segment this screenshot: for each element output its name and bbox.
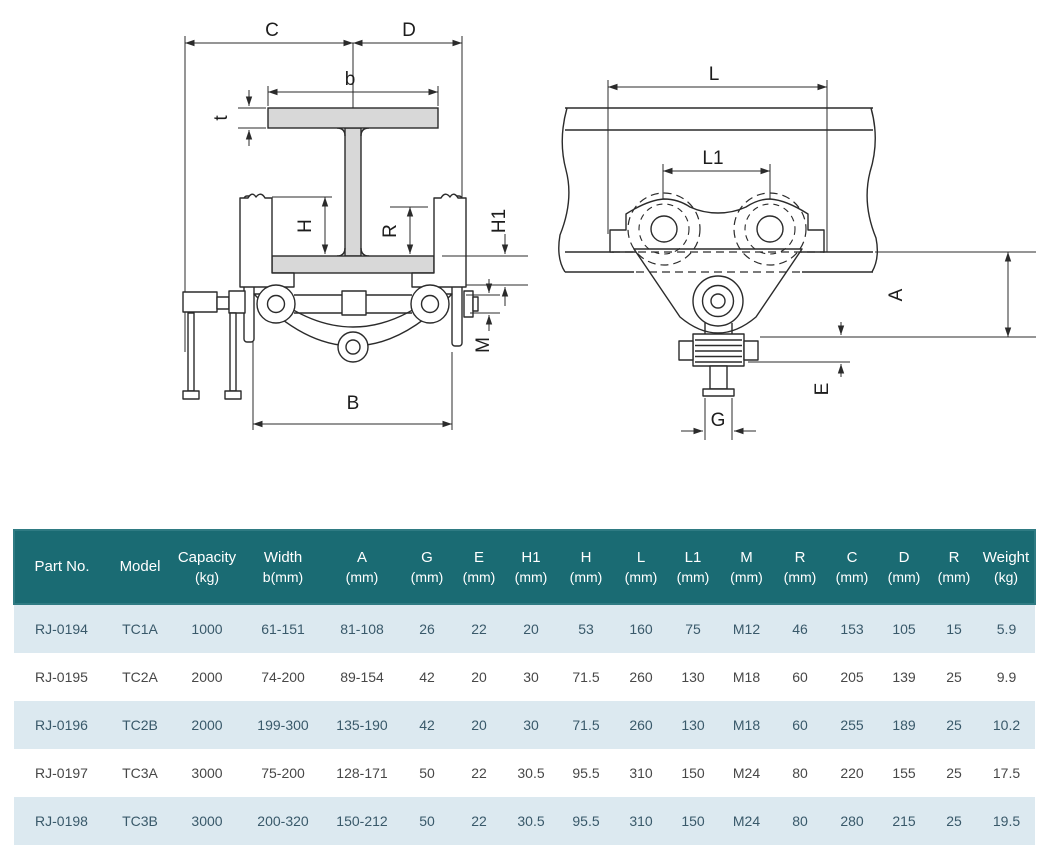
column-header-line2: (kg): [194, 568, 220, 585]
column-header-line1: M: [740, 549, 753, 567]
table-cell: 80: [774, 749, 826, 797]
table-cell: 3000: [171, 797, 243, 845]
table-cell: 81-108: [323, 604, 401, 653]
clamp-jaw-left: [240, 194, 294, 287]
table-cell: 75-200: [243, 749, 323, 797]
table-cell: 30: [505, 701, 557, 749]
table-cell: 260: [615, 701, 667, 749]
column-header-line2: (mm): [730, 568, 763, 585]
table-cell: 50: [401, 797, 453, 845]
column-header: [878, 530, 930, 604]
dim-label-b: b: [344, 69, 356, 90]
dim-label-d: D: [402, 20, 416, 41]
column-header: [171, 530, 243, 604]
table-cell: 22: [453, 797, 505, 845]
table-cell: 135-190: [323, 701, 401, 749]
beam-web: [345, 128, 361, 256]
column-header: [243, 530, 323, 604]
table-cell: 60: [774, 653, 826, 701]
screw-cap: [703, 389, 734, 396]
table-cell: 25: [930, 749, 978, 797]
column-header-line2: (mm): [937, 568, 971, 585]
dim-label-h: H: [295, 219, 316, 233]
table-cell: 95.5: [557, 797, 615, 845]
column-header-line1: Capacity: [177, 549, 237, 567]
side-view-drawing: [559, 64, 1036, 440]
column-header-line1: H1: [521, 549, 541, 567]
table-cell: RJ-0195: [14, 653, 109, 701]
table-cell: 30.5: [505, 797, 557, 845]
table-row: [14, 701, 1035, 749]
column-header-line1: Weight: [982, 549, 1030, 567]
table-cell: M24: [719, 749, 774, 797]
column-header-line2: (mm): [676, 568, 710, 585]
column-header-line2: (mm): [569, 568, 603, 585]
table-cell: 160: [615, 604, 667, 653]
table-cell: 260: [615, 653, 667, 701]
table-cell: 139: [878, 653, 930, 701]
table-cell: 53: [557, 604, 615, 653]
table-cell: 215: [878, 797, 930, 845]
table-cell: 30: [505, 653, 557, 701]
table-cell: RJ-0198: [14, 797, 109, 845]
column-header-line1: H: [580, 549, 592, 567]
roller-right-hub: [422, 296, 439, 313]
roller-left-hub: [268, 296, 285, 313]
handle-bar: [183, 292, 217, 312]
table-cell: 46: [774, 604, 826, 653]
column-header: [826, 530, 878, 604]
dim-label-h1: H1: [489, 208, 510, 234]
table-cell: 42: [401, 653, 453, 701]
table-cell: 2000: [171, 701, 243, 749]
table-cell: 25: [930, 701, 978, 749]
dim-label-bb: B: [346, 393, 360, 414]
column-header: [667, 530, 719, 604]
table-cell: 25: [930, 653, 978, 701]
table-cell: 20: [505, 604, 557, 653]
table-cell: TC2B: [109, 701, 171, 749]
column-header-line1: Model: [119, 558, 161, 576]
column-header-line2: (mm): [835, 568, 869, 585]
table-cell: TC1A: [109, 604, 171, 653]
handle-rod-cap: [225, 391, 241, 399]
table-cell: RJ-0196: [14, 701, 109, 749]
table-cell: 128-171: [323, 749, 401, 797]
column-header: [505, 530, 557, 604]
column-header: [615, 530, 667, 604]
table-cell: 20: [453, 653, 505, 701]
screw-shaft: [710, 366, 727, 389]
table-cell: 95.5: [557, 749, 615, 797]
spec-table: [13, 529, 1036, 845]
table-row: [14, 653, 1035, 701]
table-cell: 310: [615, 797, 667, 845]
beam-top-flange: [268, 108, 438, 128]
column-header: [557, 530, 615, 604]
table-cell: 3000: [171, 749, 243, 797]
table-cell: 10.2: [978, 701, 1035, 749]
column-header-line1: Width: [263, 549, 303, 567]
table-cell: 1000: [171, 604, 243, 653]
table-cell: 50: [401, 749, 453, 797]
table-cell: 150-212: [323, 797, 401, 845]
handle-block: [229, 291, 245, 313]
table-cell: 26: [401, 604, 453, 653]
trolley-wheel-left-axle: [651, 216, 677, 242]
table-cell: 20: [453, 701, 505, 749]
spindle-nut: [342, 291, 366, 315]
column-header-line1: E: [473, 549, 484, 567]
handle-rod-cap: [183, 391, 199, 399]
table-cell: 61-151: [243, 604, 323, 653]
column-header: [323, 530, 401, 604]
table-cell: 150: [667, 797, 719, 845]
column-header-line2: (mm): [783, 568, 817, 585]
table-row: [14, 604, 1035, 653]
column-header-line2: (mm): [624, 568, 658, 585]
table-cell: 22: [453, 604, 505, 653]
column-header-line2: (mm): [887, 568, 921, 585]
table-cell: 255: [826, 701, 878, 749]
clamp-jaw-right: [412, 194, 466, 287]
table-cell: M24: [719, 797, 774, 845]
dim-label-a: A: [886, 288, 907, 302]
table-cell: 71.5: [557, 701, 615, 749]
table-row: [14, 749, 1035, 797]
table-cell: 9.9: [978, 653, 1035, 701]
table-cell: 42: [401, 701, 453, 749]
table-cell: 71.5: [557, 653, 615, 701]
column-header-line1: L1: [684, 549, 702, 567]
table-cell: RJ-0194: [14, 604, 109, 653]
trolley-wheel-right-axle: [757, 216, 783, 242]
column-header: [978, 530, 1035, 604]
column-header-line2: (mm): [514, 568, 548, 585]
handle-rod: [188, 313, 194, 391]
column-header-line1: D: [898, 549, 910, 567]
column-header-line1: C: [846, 549, 858, 567]
dim-label-c: C: [265, 20, 279, 41]
table-cell: RJ-0197: [14, 749, 109, 797]
adjust-bracket-tip: [473, 297, 478, 311]
table-cell: 60: [774, 701, 826, 749]
column-header: [930, 530, 978, 604]
table-cell: 153: [826, 604, 878, 653]
dim-label-l1: L1: [702, 148, 724, 169]
table-cell: 310: [615, 749, 667, 797]
dim-label-l: L: [708, 64, 720, 85]
side-nut-left: [679, 341, 693, 360]
hub-hole: [711, 294, 725, 308]
column-header-line2: (mm): [345, 568, 379, 585]
table-cell: 89-154: [323, 653, 401, 701]
table-cell: TC2A: [109, 653, 171, 701]
table-cell: 199-300: [243, 701, 323, 749]
column-header-line1: Part No.: [34, 558, 90, 576]
column-header: [14, 530, 109, 604]
table-cell: 105: [878, 604, 930, 653]
table-header: [14, 530, 1035, 604]
column-header-line1: L: [636, 549, 646, 567]
header-row: [14, 530, 1035, 604]
column-header: [401, 530, 453, 604]
front-view-drawing: [183, 20, 528, 430]
beam-bottom-flange: [272, 256, 434, 273]
column-header: [719, 530, 774, 604]
table-cell: 74-200: [243, 653, 323, 701]
table-cell: M18: [719, 653, 774, 701]
table-cell: M12: [719, 604, 774, 653]
table-cell: 19.5: [978, 797, 1035, 845]
beam-break-left: [559, 108, 569, 272]
dim-label-r: R: [380, 224, 401, 238]
threaded-block: [693, 334, 744, 366]
table-cell: TC3B: [109, 797, 171, 845]
table-cell: 220: [826, 749, 878, 797]
column-header-line2: (mm): [462, 568, 496, 585]
handle-rod: [230, 313, 236, 391]
table-cell: 280: [826, 797, 878, 845]
side-nut-right: [744, 341, 758, 360]
table-cell: 75: [667, 604, 719, 653]
column-header-line2: (kg): [993, 568, 1019, 585]
table-cell: 15: [930, 604, 978, 653]
table-cell: 22: [453, 749, 505, 797]
table-cell: 150: [667, 749, 719, 797]
column-header-line1: A: [356, 549, 367, 567]
dim-label-t: t: [211, 115, 232, 121]
saddle-hole-inner: [346, 340, 360, 354]
column-header-line1: G: [421, 549, 433, 567]
table-row: [14, 797, 1035, 845]
dim-label-g: G: [710, 410, 726, 431]
table-cell: 205: [826, 653, 878, 701]
column-header-line2: b(mm): [262, 568, 304, 585]
table-cell: 5.9: [978, 604, 1035, 653]
table-cell: 2000: [171, 653, 243, 701]
table-body: [14, 604, 1035, 845]
column-header: [109, 530, 171, 604]
trolley-plate: [610, 199, 824, 252]
dim-label-m: M: [473, 337, 494, 353]
table-cell: 80: [774, 797, 826, 845]
table-cell: 189: [878, 701, 930, 749]
beam-break-right: [867, 108, 877, 272]
table-cell: 155: [878, 749, 930, 797]
table-cell: TC3A: [109, 749, 171, 797]
table-cell: 130: [667, 653, 719, 701]
column-header-line1: R: [948, 549, 960, 567]
table-cell: M18: [719, 701, 774, 749]
table-cell: 30.5: [505, 749, 557, 797]
column-header-line2: (mm): [410, 568, 444, 585]
dim-label-e: E: [812, 382, 833, 396]
table-cell: 17.5: [978, 749, 1035, 797]
column-header-line1: R: [794, 549, 806, 567]
column-header: [453, 530, 505, 604]
column-header: [774, 530, 826, 604]
handle-neck: [217, 297, 229, 309]
table-cell: 25: [930, 797, 978, 845]
table-cell: 130: [667, 701, 719, 749]
table-cell: 200-320: [243, 797, 323, 845]
